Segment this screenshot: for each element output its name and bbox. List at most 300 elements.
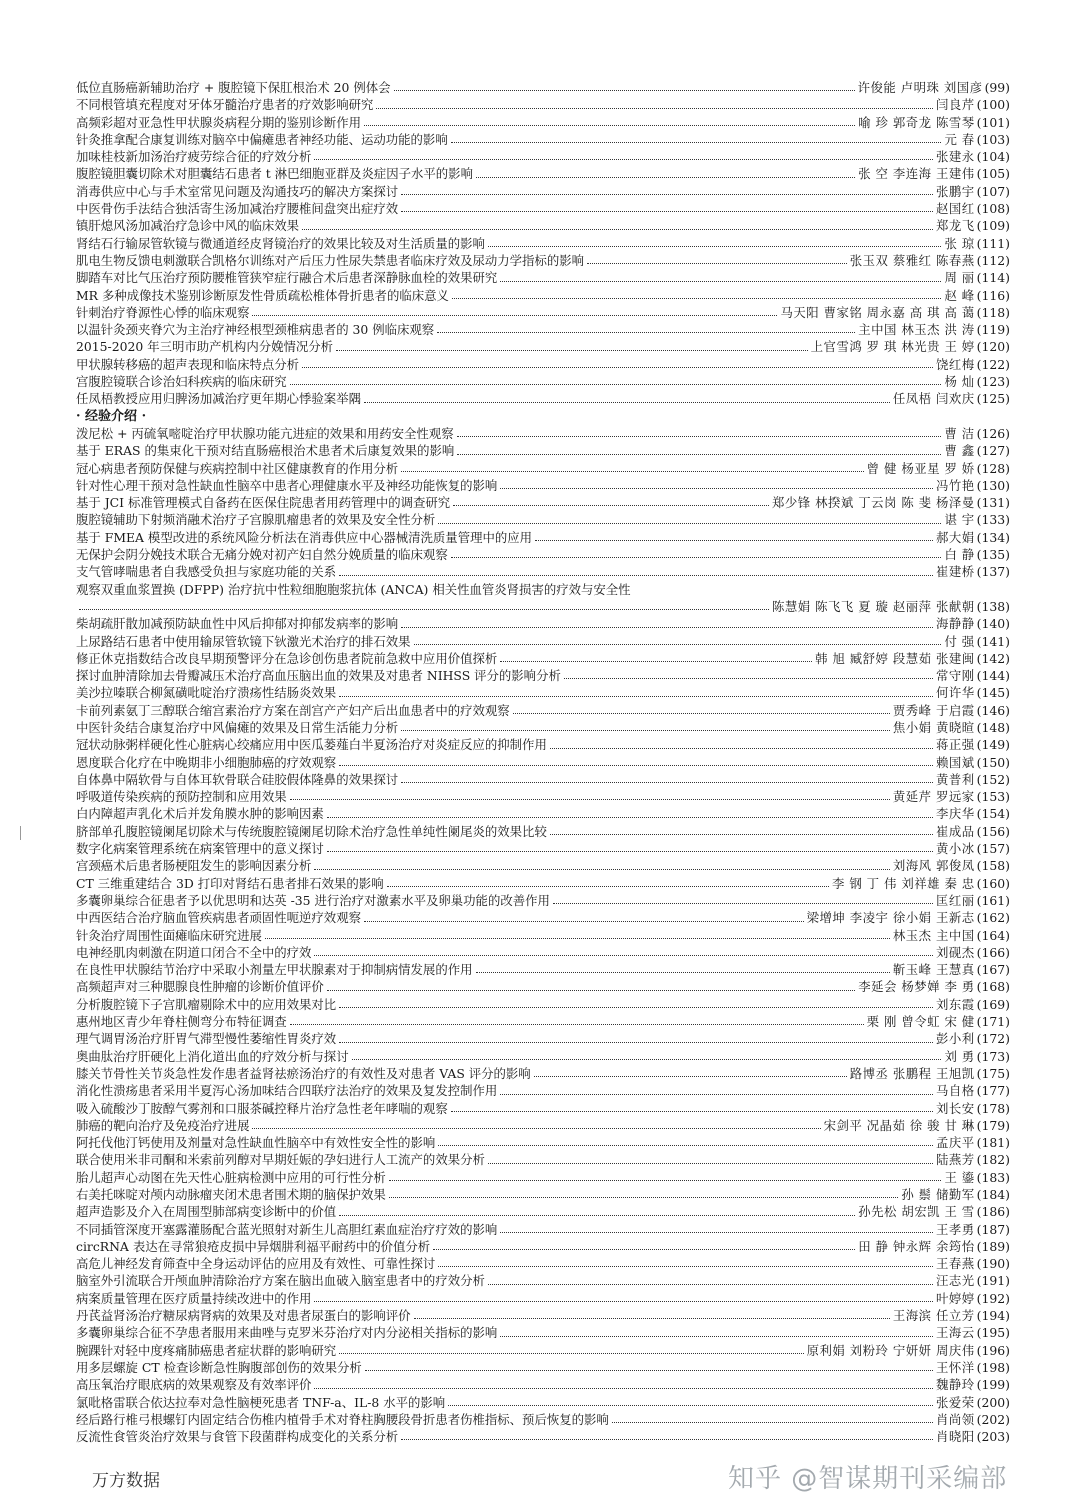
entry-page-number: (114) <box>976 270 1010 286</box>
entry-authors: 王 鎏 <box>944 1169 975 1185</box>
entry-title: 中医针灸结合康复治疗中风偏瘫的效果及日常生活能力分析 <box>76 719 399 735</box>
toc-entry <box>76 1151 1010 1168</box>
entry-authors: 海静静 <box>936 616 975 632</box>
toc-entry <box>76 736 1010 753</box>
entry-page-number: (153) <box>976 789 1010 805</box>
entry-authors: 张 琼 <box>944 235 975 251</box>
dot-leader <box>414 644 942 645</box>
dot-leader <box>265 938 890 939</box>
toc-entry <box>76 702 1010 719</box>
entry-authors: 刘砚杰 <box>936 944 975 960</box>
entry-title: 肾结石行输尿管软镜与微通道经皮肾镜治疗的效果比较及对生活质量的影响 <box>76 235 485 251</box>
entry-page-number: (182) <box>976 1152 1010 1168</box>
entry-authors: 王海滨 任立芳 <box>892 1308 975 1324</box>
entry-title: 理气调胃汤治疗肝胃气滞型慢性萎缩性胃炎疗效 <box>76 1031 337 1047</box>
toc-entry <box>76 373 1010 390</box>
toc-entry <box>76 79 1010 96</box>
entry-authors: 陈慧娟 陈飞飞 夏 璇 赵丽萍 张献朝 <box>772 598 975 614</box>
entry-title: 2015-2020 年三明市助产机构内分娩情况分析 <box>76 339 334 355</box>
dot-leader <box>314 1388 933 1389</box>
entry-page-number: (134) <box>976 529 1010 545</box>
toc-entry <box>76 927 1010 944</box>
entry-page-number: (149) <box>976 737 1010 753</box>
section-label: · 经验介绍 · <box>76 408 147 424</box>
entry-page-number: (179) <box>976 1117 1010 1133</box>
dot-leader <box>339 1353 803 1354</box>
entry-authors: 饶红梅 <box>936 356 975 372</box>
entry-page-number: (199) <box>976 1377 1010 1393</box>
toc-entry <box>76 235 1010 252</box>
entry-authors: 韩 旭 臧舒婷 段慧茹 张建闽 <box>815 650 975 666</box>
entry-title: 肌电生物反馈电刺激联合凯格尔训练对产后压力性尿失禁患者临床疗效及尿动力学指标的影响 <box>76 252 585 268</box>
entry-page-number: (202) <box>976 1411 1010 1427</box>
entry-title: 镇肝熄风汤加减治疗急诊中风的临床效果 <box>76 218 300 234</box>
dot-leader <box>534 1076 847 1077</box>
entry-authors: 栗 刚 曾令虹 宋 健 <box>866 1014 975 1030</box>
entry-title: 超声造影及介入在周围型肺部病变诊断中的价值 <box>76 1204 337 1220</box>
entry-page-number: (103) <box>976 131 1010 147</box>
entry-authors: 魏静玲 <box>936 1377 975 1393</box>
entry-title: 柴胡疏肝散加减预防缺血性中风后抑郁对抑郁发病率的影响 <box>76 616 399 632</box>
toc-entry <box>76 909 1010 926</box>
table-of-contents <box>76 79 1010 1445</box>
toc-entry <box>76 1428 1010 1445</box>
dot-leader <box>553 903 933 904</box>
entry-title: 恩度联合化疗在中晚期非小细胞肺癌的疗效观察 <box>76 754 337 770</box>
entry-title: 胎儿超声心动图在先天性心脏病检测中应用的可行性分析 <box>76 1169 386 1185</box>
entry-page-number: (187) <box>976 1221 1010 1237</box>
entry-page-number: (133) <box>976 512 1010 528</box>
toc-entry <box>76 840 1010 857</box>
dot-leader <box>290 1024 864 1025</box>
entry-authors: 肖尚领 <box>936 1411 975 1427</box>
dot-leader <box>364 125 855 126</box>
toc-entry <box>76 563 1010 580</box>
toc-entry <box>76 788 1010 805</box>
entry-authors: 叶婷婷 <box>936 1290 975 1306</box>
dot-leader <box>401 1439 933 1440</box>
entry-authors: 王孝勇 <box>936 1221 975 1237</box>
dot-leader <box>327 990 855 991</box>
entry-authors: 元 春 <box>944 131 975 147</box>
toc-entry <box>76 1082 1010 1099</box>
toc-entry <box>76 131 1010 148</box>
dot-leader <box>488 246 942 247</box>
dot-leader <box>438 1266 933 1267</box>
entry-title: 以温针灸颈夹脊穴为主治疗神经根型颈椎病患者的 30 例临床观察 <box>76 322 435 338</box>
entry-authors: 孙 鬃 储勤军 <box>901 1187 975 1202</box>
entry-page-number: (203) <box>976 1429 1010 1445</box>
entry-page-number: (172) <box>976 1031 1010 1047</box>
entry-authors: 冯竹艳 <box>936 477 975 493</box>
entry-authors: 张建永 <box>936 149 975 165</box>
dot-leader <box>500 1232 933 1233</box>
toc-entry <box>76 165 1010 182</box>
entry-title: 膝关节骨性关节炎急性发作患者益肾祛瘀汤治疗的有效性及对患者 VAS 评分的影响 <box>76 1065 531 1081</box>
entry-title: 用多层螺旋 CT 检查诊断急性胸腹部创伤的效果分析 <box>76 1359 362 1375</box>
entry-authors: 郝大娟 <box>936 529 975 545</box>
dot-leader <box>389 1180 942 1181</box>
toc-entry <box>76 944 1010 961</box>
entry-title: 中医骨伤手法结合独活寄生汤加减治疗腰椎间盘突出症疗效 <box>76 201 399 217</box>
entry-page-number: (186) <box>976 1204 1010 1220</box>
entry-page-number: (178) <box>976 1100 1010 1116</box>
entry-authors: 喻 珍 郭奇龙 陈雪琴 <box>858 114 975 130</box>
toc-entry <box>76 356 1010 373</box>
entry-authors: 杨 灿 <box>944 374 975 390</box>
toc-entry <box>76 615 1010 632</box>
toc-entry <box>76 477 1010 494</box>
toc-entry <box>76 581 1010 598</box>
entry-title: circRNA 表达在寻常狼疮皮损中异烟肼利福平耐药中的价值分析 <box>76 1238 431 1254</box>
entry-title: 高危儿神经发育筛查中全身运动评估的应用及有效性、可靠性探讨 <box>76 1256 436 1272</box>
toc-entry <box>76 1203 1010 1220</box>
entry-authors: 王春燕 <box>936 1256 975 1272</box>
entry-title: 消毒供应中心与手术室常见问题及沟通技巧的解决方案探讨 <box>76 183 399 199</box>
entry-title: 分析腹腔镜下子宫肌瘤剔除术中的应用效果对比 <box>76 996 337 1012</box>
entry-title: 美沙拉嗪联合柳氮磺吡啶治疗溃疡性结肠炎效果 <box>76 685 337 701</box>
entry-page-number: (111) <box>976 235 1010 251</box>
toc-entry <box>76 1169 1010 1186</box>
entry-authors: 任凤梧 闫欢庆 <box>892 391 975 407</box>
dot-leader <box>79 609 769 610</box>
entry-page-number: (196) <box>976 1342 1010 1358</box>
entry-page-number: (138) <box>976 598 1010 614</box>
toc-entry <box>76 1342 1010 1359</box>
dot-leader <box>339 1007 933 1008</box>
dot-leader <box>339 696 933 697</box>
dot-leader <box>500 281 941 282</box>
entry-title: 甲状腺转移癌的超声表现和临床特点分析 <box>76 356 300 372</box>
toc-entry <box>76 1411 1010 1428</box>
toc-entry <box>76 494 1010 511</box>
entry-page-number: (158) <box>976 858 1010 874</box>
entry-title: 吸入硫酸沙丁胺醇气雾剂和口服茶碱控释片治疗急性老年哮喘的观察 <box>76 1100 448 1116</box>
entry-authors: 焦小娟 黄晓暄 <box>892 719 975 735</box>
entry-title: 加味桂枝新加汤治疗疲劳综合征的疗效分析 <box>76 149 312 165</box>
entry-page-number: (166) <box>976 944 1010 960</box>
entry-title: 经后路行椎弓根螺钉内固定结合伤椎内植骨手术对脊柱胸腰段骨折患者伤椎指标、预后恢复的影响 <box>76 1411 609 1427</box>
dot-leader <box>564 678 933 679</box>
entry-page-number: (152) <box>976 771 1010 787</box>
dot-leader <box>500 1336 933 1337</box>
entry-page-number: (156) <box>976 823 1010 839</box>
entry-authors: 白 静 <box>944 547 975 563</box>
entry-page-number: (112) <box>976 252 1010 268</box>
toc-entry <box>76 546 1010 563</box>
entry-title: 无保护会阴分娩技术联合无痛分娩对初产妇自然分娩质量的临床观察 <box>76 547 448 563</box>
dot-leader <box>339 1215 855 1216</box>
toc-entry <box>76 114 1010 131</box>
dot-leader <box>550 834 933 835</box>
entry-page-number: (109) <box>976 218 1010 234</box>
scan-mark <box>20 826 21 840</box>
entry-authors: 刘东霞 <box>936 996 975 1012</box>
entry-title: 针刺治疗脊源性心悸的临床观察 <box>76 304 250 320</box>
toc-entry <box>76 1013 1010 1030</box>
toc-entry <box>76 961 1010 978</box>
entry-authors: 周 丽 <box>944 270 975 286</box>
dot-leader <box>433 1249 855 1250</box>
dot-leader <box>336 350 808 351</box>
toc-entry <box>76 667 1010 684</box>
entry-authors: 赵 峰 <box>944 287 975 303</box>
entry-page-number: (168) <box>976 979 1010 995</box>
entry-title: 不同插管深度开塞露灌肠配合蓝光照射对新生儿高胆红素血症治疗疗效的影响 <box>76 1221 498 1237</box>
entry-title: 脑室外引流联合开颅血肿清除治疗方案在脑出血破入脑室患者中的疗效分析 <box>76 1273 485 1289</box>
entry-title: 上尿路结石患者中使用输尿管软镜下钬激光术治疗的排石效果 <box>76 633 411 649</box>
entry-page-number: (169) <box>976 996 1010 1012</box>
entry-page-number: (118) <box>976 304 1010 320</box>
entry-authors: 马天阳 曹家铭 周永嘉 高 琪 高 蔼 <box>780 304 975 320</box>
dot-leader <box>587 263 847 264</box>
entry-page-number: (108) <box>976 201 1010 217</box>
dot-leader <box>401 782 933 783</box>
toc-entry <box>76 390 1010 407</box>
toc-entry <box>76 321 1010 338</box>
entry-page-number: (126) <box>976 425 1010 441</box>
dot-leader <box>352 1059 942 1060</box>
entry-page-number: (128) <box>976 460 1010 476</box>
toc-entry <box>76 1100 1010 1117</box>
toc-entry <box>76 1394 1010 1411</box>
entry-title: 不同根管填充程度对牙体牙髓治疗患者的疗效影响研究 <box>76 97 374 113</box>
toc-entry <box>76 304 1010 321</box>
entry-page-number: (162) <box>976 910 1010 926</box>
entry-page-number: (184) <box>976 1187 1010 1202</box>
entry-authors: 马自格 <box>936 1083 975 1099</box>
watermark-text: 知乎 @智谋期刊采编部 <box>728 1464 1008 1494</box>
entry-authors: 陆燕芳 <box>936 1152 975 1168</box>
entry-authors: 刘海风 郭俊凤 <box>892 858 975 874</box>
entry-authors: 王海云 <box>936 1325 975 1341</box>
toc-entry <box>76 1272 1010 1289</box>
entry-title: 联合使用米非司酮和米索前列醇对早期妊娠的孕妇进行人工流产的效果分析 <box>76 1152 485 1168</box>
entry-title: 宫腹腔镜联合诊治妇科疾病的临床研究 <box>76 374 287 390</box>
entry-page-number: (144) <box>976 668 1010 684</box>
entry-title: 多囊卵巢综合征不孕患者服用来曲唑与克罗米芬治疗对内分泌相关指标的影响 <box>76 1325 498 1341</box>
entry-title: 高频超声对三种腮腺良性肿瘤的诊断价值评价 <box>76 979 324 995</box>
entry-page-number: (177) <box>976 1083 1010 1099</box>
entry-page-number: (127) <box>976 443 1010 459</box>
entry-authors: 闫良芹 <box>936 97 975 113</box>
toc-entry <box>76 719 1010 736</box>
entry-page-number: (140) <box>976 616 1010 632</box>
entry-page-number: (123) <box>976 374 1010 390</box>
entry-authors: 张玉双 蔡雅红 陈春燕 <box>849 252 975 268</box>
entry-authors: 常守刚 <box>936 668 975 684</box>
entry-authors: 林玉杰 主中国 <box>892 927 975 943</box>
entry-title: 阿托伐他汀钙使用及剂量对急性缺血性脑卒中有效性安全性的影响 <box>76 1135 436 1151</box>
toc-entry <box>76 598 1010 615</box>
toc-entry <box>76 338 1010 355</box>
toc-entry <box>76 771 1010 788</box>
entry-authors: 赖国斌 <box>936 754 975 770</box>
dot-leader <box>476 972 890 973</box>
entry-page-number: (154) <box>976 806 1010 822</box>
entry-authors: 赵国红 <box>936 201 975 217</box>
entry-authors: 主中国 林玉杰 洪 涛 <box>858 322 975 338</box>
entry-authors: 彭小利 <box>936 1031 975 1047</box>
entry-authors: 原利娟 刘粉玲 宁妍妍 周庆伟 <box>806 1342 975 1358</box>
entry-authors: 匡红丽 <box>936 892 975 908</box>
dot-leader <box>451 1111 933 1112</box>
entry-authors: 田 静 钟永辉 余筠怡 <box>858 1238 975 1254</box>
entry-page-number: (145) <box>976 685 1010 701</box>
toc-entry <box>76 1030 1010 1047</box>
toc-entry <box>76 269 1010 286</box>
entry-authors: 梁增坤 李凌宇 徐小娟 王新志 <box>806 910 975 926</box>
dot-leader <box>550 748 933 749</box>
entry-title: 肺癌的靶向治疗及免疫治疗进展 <box>76 1117 250 1133</box>
entry-page-number: (141) <box>976 633 1010 649</box>
entry-page-number: (137) <box>976 564 1010 580</box>
dot-leader <box>339 765 933 766</box>
toc-entry <box>76 96 1010 113</box>
entry-title: 基于 ERAS 的集束化干预对结直肠癌根治术患者术后康复效果的影响 <box>76 443 455 459</box>
entry-title: 冠心病患者预防保健与疾病控制中社区健康教育的作用分析 <box>76 460 399 476</box>
entry-authors: 孙先松 胡宏凯 王 雪 <box>858 1204 975 1220</box>
entry-authors: 黄小冰 <box>936 841 975 857</box>
entry-page-number: (181) <box>976 1135 1010 1151</box>
entry-authors: 郑少锋 林揆斌 丁云岗 陈 斐 杨泽曼 <box>772 495 975 511</box>
entry-title: 自体鼻中隔软骨与自体耳软骨联合硅胶假体隆鼻的效果探讨 <box>76 771 399 787</box>
entry-authors: 谌 宇 <box>944 512 975 528</box>
toc-entry <box>76 1048 1010 1065</box>
entry-page-number: (142) <box>976 650 1010 666</box>
entry-authors: 蒋正强 <box>936 737 975 753</box>
entry-title: 针灸治疗周围性面瘫临床研究进展 <box>76 927 262 943</box>
entry-page-number: (194) <box>976 1308 1010 1324</box>
dot-leader <box>535 540 933 541</box>
entry-page-number: (105) <box>976 166 1010 182</box>
entry-title: 数字化病案管理系统在病案管理中的意义探讨 <box>76 841 324 857</box>
toc-entry <box>76 1255 1010 1272</box>
entry-title: 腹腔镜辅助下射频消融术治疗子宫腺肌瘤患者的效果及安全性分析 <box>76 512 436 528</box>
toc-entry <box>76 252 1010 269</box>
dot-leader <box>314 159 933 160</box>
toc-entry <box>76 857 1010 874</box>
toc-entry <box>76 1290 1010 1307</box>
dot-leader <box>401 194 933 195</box>
entry-page-number: (150) <box>976 754 1010 770</box>
entry-authors: 李 钢 丁 伟 刘祥雄 秦 忠 <box>832 875 975 891</box>
dot-leader <box>438 523 941 524</box>
entry-authors: 曹 洁 <box>944 425 975 441</box>
entry-authors: 上官雪鸿 罗 琪 林光贵 王 婷 <box>810 339 975 355</box>
dot-leader <box>327 817 933 818</box>
toc-entry <box>76 287 1010 304</box>
entry-title: 消化性溃疡患者采用半夏泻心汤加味结合四联疗法治疗的效果及复发控制作用 <box>76 1083 498 1099</box>
entry-title: 低位直肠癌新辅助治疗 + 腹腔镜下保肛根治术 20 例体会 <box>76 80 391 95</box>
dot-leader <box>414 1318 890 1319</box>
entry-authors: 靳玉峰 王慧真 <box>892 962 975 978</box>
entry-page-number: (161) <box>976 892 1010 908</box>
section-heading <box>76 408 1010 425</box>
entry-page-number: (125) <box>976 391 1010 407</box>
dot-leader <box>364 921 804 922</box>
entry-title: 高压氧治疗眼底病的效果观察及有效率评价 <box>76 1377 312 1393</box>
entry-page-number: (146) <box>976 702 1010 718</box>
dot-leader <box>394 90 855 91</box>
toc-entry <box>76 823 1010 840</box>
entry-authors: 曹 鑫 <box>944 443 975 459</box>
toc-entry <box>76 460 1010 477</box>
entry-page-number: (164) <box>976 927 1010 943</box>
entry-title: 基于 FMEA 模型改进的系统风险分析法在消毒供应中心器械清洗质量管理中的应用 <box>76 529 533 545</box>
dot-leader <box>290 384 942 385</box>
dot-leader <box>448 1405 933 1406</box>
toc-entry <box>76 875 1010 892</box>
entry-authors: 贾秀峰 于启霞 <box>892 702 975 718</box>
entry-page-number: (122) <box>976 356 1010 372</box>
entry-page-number: (173) <box>976 1048 1010 1064</box>
toc-entry <box>76 1359 1010 1376</box>
entry-title: 呼吸道传染疾病的预防控制和应用效果 <box>76 789 287 805</box>
dot-leader <box>314 955 933 956</box>
entry-title: 中西医结合治疗脑血管疾病患者顽固性呃逆疗效观察 <box>76 910 361 926</box>
dot-leader <box>302 367 933 368</box>
dot-leader <box>327 851 933 852</box>
entry-page-number: (157) <box>976 841 1010 857</box>
entry-title: 反流性食管炎治疗效果与食管下段菌群构成变化的关系分析 <box>76 1429 399 1445</box>
entry-page-number: (135) <box>976 547 1010 563</box>
dot-leader <box>401 471 864 472</box>
toc-entry <box>76 529 1010 546</box>
entry-title: 支气管哮喘患者自我感受负担与家庭功能的关系 <box>76 564 337 580</box>
entry-authors: 郑龙飞 <box>936 218 975 234</box>
toc-entry <box>76 1134 1010 1151</box>
toc-entry <box>76 1307 1010 1324</box>
footer-source: 万方数据 <box>92 1471 160 1491</box>
toc-entry <box>76 425 1010 442</box>
dot-leader <box>612 1422 933 1423</box>
toc-entry <box>76 633 1010 650</box>
dot-leader <box>302 229 933 230</box>
entry-authors: 张爱荣 <box>936 1394 975 1410</box>
entry-authors: 崔成品 <box>936 823 975 839</box>
dot-leader <box>513 713 890 714</box>
dot-leader <box>314 869 889 870</box>
toc-entry <box>76 1065 1010 1082</box>
toc-entry <box>76 217 1010 234</box>
entry-page-number: (148) <box>976 719 1010 735</box>
toc-entry <box>76 684 1010 701</box>
entry-page-number: (107) <box>976 183 1010 199</box>
entry-authors: 刘长安 <box>936 1100 975 1116</box>
toc-entry <box>76 754 1010 771</box>
entry-title: 泼尼松 + 丙硫氧嘧啶治疗甲状腺功能亢进症的效果和用药安全性观察 <box>76 425 454 441</box>
toc-entry <box>76 511 1010 528</box>
entry-title: 观察双重血浆置换 (DFPP) 治疗抗中性粒细胞胞浆抗体 (ANCA) 相关性血管炎肾损害的疗效与安全性 <box>76 581 631 597</box>
dot-leader <box>339 575 933 576</box>
dot-leader <box>387 886 829 887</box>
entry-page-number: (192) <box>976 1290 1010 1306</box>
entry-authors: 宋剑平 况晶茹 徐 骏 甘 琳 <box>823 1117 975 1133</box>
entry-authors: 黄延芹 罗远家 <box>892 789 975 805</box>
entry-title: 基于 JCI 标准管理模式自备药在医保住院患者用药管理中的调查研究 <box>76 495 451 511</box>
entry-page-number: (101) <box>976 114 1010 130</box>
entry-page-number: (198) <box>976 1359 1010 1375</box>
entry-title: 白内障超声乳化术后并发角膜水肿的影响因素 <box>76 806 324 822</box>
entry-page-number: (171) <box>976 1014 1010 1030</box>
toc-entry <box>76 200 1010 217</box>
entry-authors: 许俊能 卢明珠 刘国彦 <box>857 80 983 95</box>
entry-page-number: (200) <box>976 1394 1010 1410</box>
entry-title: 惠州地区青少年脊柱侧弯分布特征调查 <box>76 1014 287 1030</box>
entry-page-number: (189) <box>976 1238 1010 1254</box>
entry-authors: 王怀洋 <box>936 1359 975 1375</box>
